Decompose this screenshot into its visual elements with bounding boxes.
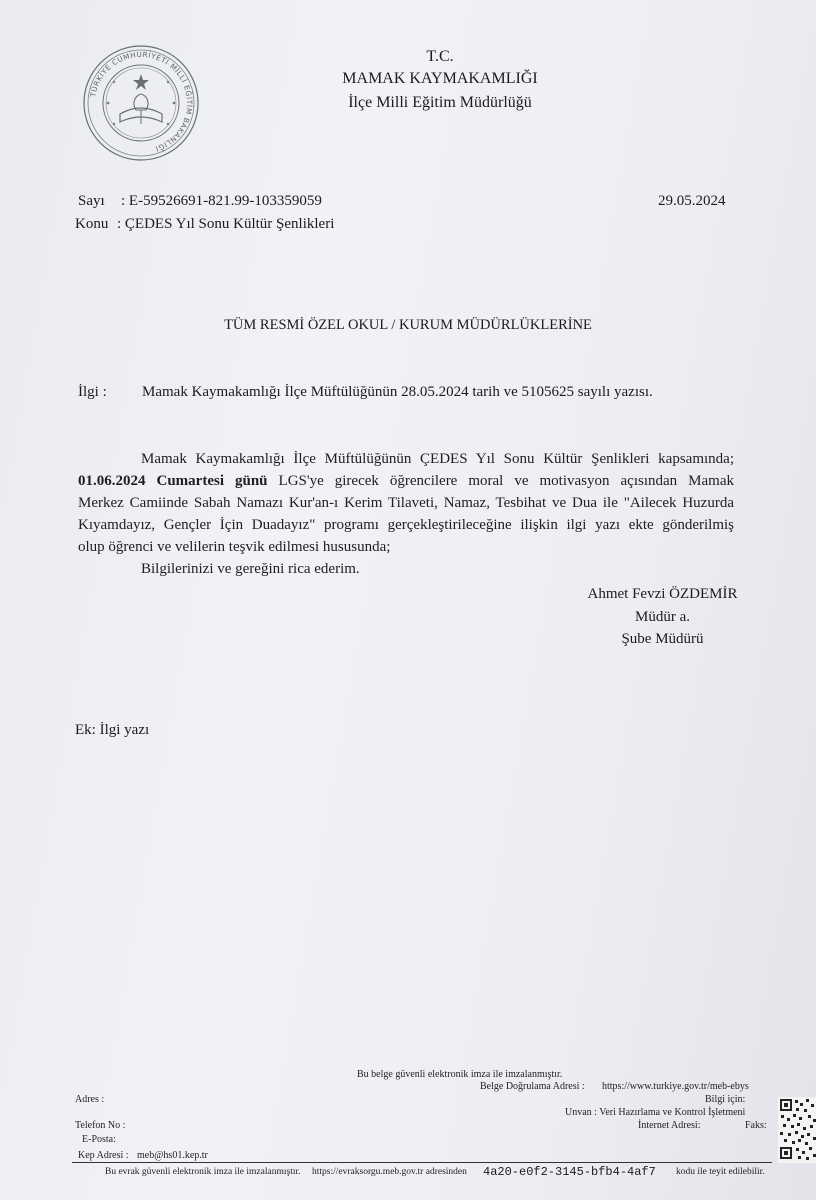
address-label: Adres : bbox=[75, 1094, 105, 1105]
body-line-1: Mamak Kaymakamlığı İlçe Müftülüğünün ÇEDES Yıl Sonu Kültür Şenlikleri kapsamında; bbox=[141, 451, 734, 467]
signer-name: Ahmet Fevzi ÖZDEMİR bbox=[587, 586, 738, 602]
kep-label: Kep Adresi : bbox=[78, 1150, 129, 1161]
footer-divider bbox=[72, 1162, 772, 1163]
document-date: 29.05.2024 bbox=[658, 193, 726, 209]
sayi-value: : E-59526691-821.99-103359059 bbox=[121, 193, 322, 209]
ilgi-label: İlgi : bbox=[78, 384, 107, 400]
event-date-emphasis: 01.06.2024 Cumartesi günü bbox=[78, 473, 268, 489]
body-line-2 bbox=[78, 470, 734, 492]
addressee: TÜM RESMİ ÖZEL OKUL / KURUM MÜDÜRLÜKLERİNE bbox=[224, 317, 592, 333]
kep-value: meb@hs01.kep.tr bbox=[137, 1150, 208, 1161]
info-label: Bilgi için: bbox=[705, 1094, 746, 1105]
konu-value: : ÇEDES Yıl Sonu Kültür Şenlikleri bbox=[117, 216, 335, 232]
verification-code: 4a20-e0f2-3145-bfb4-4af7 bbox=[483, 1165, 656, 1179]
body-line-5: olup öğrenci ve velilerin teşvik edilmesi hususunda; bbox=[78, 539, 391, 555]
body-line-2-rest: LGS'ye girecek öğrencilere moral ve motivasyon açısından Mamak bbox=[267, 473, 734, 489]
body-line-3: Merkez Camiinde Sabah Namazı Kur'an-ı Kerim Tilaveti, Namaz, Tesbihat ve Dua ile "Ailecek Huzurda bbox=[78, 495, 734, 511]
header-directorate: İlçe Milli Eğitim Müdürlüğü bbox=[348, 94, 532, 111]
email-label: E-Posta: bbox=[82, 1134, 116, 1145]
header-kaymakamlik: MAMAK KAYMAKAMLIĞI bbox=[342, 70, 538, 87]
bottom-url[interactable]: https://evraksorgu.meb.gov.tr adresinden bbox=[312, 1167, 467, 1177]
qr-code bbox=[778, 1097, 816, 1163]
attachment-note: Ek: İlgi yazı bbox=[75, 722, 150, 738]
konu-label: Konu bbox=[75, 216, 109, 232]
body-line-4: Kıyamdayız, Gençler İçin Duadayız" programı gerçekleştirileceğine ilişkin ilgi yazı ekte gönderilmiş bbox=[78, 517, 734, 533]
verify-label: Belge Doğrulama Adresi : bbox=[480, 1081, 585, 1092]
closing-line: Bilgilerinizi ve gereğini rica ederim. bbox=[141, 561, 360, 577]
ilgi-text: Mamak Kaymakamlığı İlçe Müftülüğünün 28.05.2024 tarih ve 5105625 sayılı yazısı. bbox=[142, 384, 653, 400]
sayi-label: Sayı bbox=[78, 193, 105, 209]
internet-label: İnternet Adresi: bbox=[638, 1120, 701, 1131]
signature-block bbox=[560, 583, 765, 651]
signer-title-2: Şube Müdürü bbox=[621, 631, 704, 647]
phone-label: Telefon No : bbox=[75, 1120, 126, 1131]
fax-label: Faks: bbox=[745, 1120, 767, 1131]
esign-note: Bu belge güvenli elektronik imza ile imzalanmıştır. bbox=[357, 1069, 563, 1080]
header-tc: T.C. bbox=[426, 48, 454, 65]
verify-url[interactable]: https://www.turkiye.gov.tr/meb-ebys bbox=[602, 1081, 749, 1092]
unvan: Unvan : Veri Hazırlama ve Kontrol İşletmeni bbox=[565, 1107, 746, 1118]
bottom-suffix: kodu ile teyit edilebilir. bbox=[676, 1167, 765, 1177]
svg-text:TÜRKİYE CUMHURİYETİ MİLLİ EĞİT: TÜRKİYE CUMHURİYETİ MİLLİ EĞİTİM BAKANLIĞI bbox=[88, 49, 195, 154]
ministry-seal bbox=[82, 44, 200, 162]
signer-title-1: Müdür a. bbox=[635, 608, 690, 625]
body-paragraph bbox=[78, 448, 734, 580]
bottom-prefix: Bu evrak güvenli elektronik imza ile imzalanmıştır. bbox=[105, 1167, 301, 1177]
